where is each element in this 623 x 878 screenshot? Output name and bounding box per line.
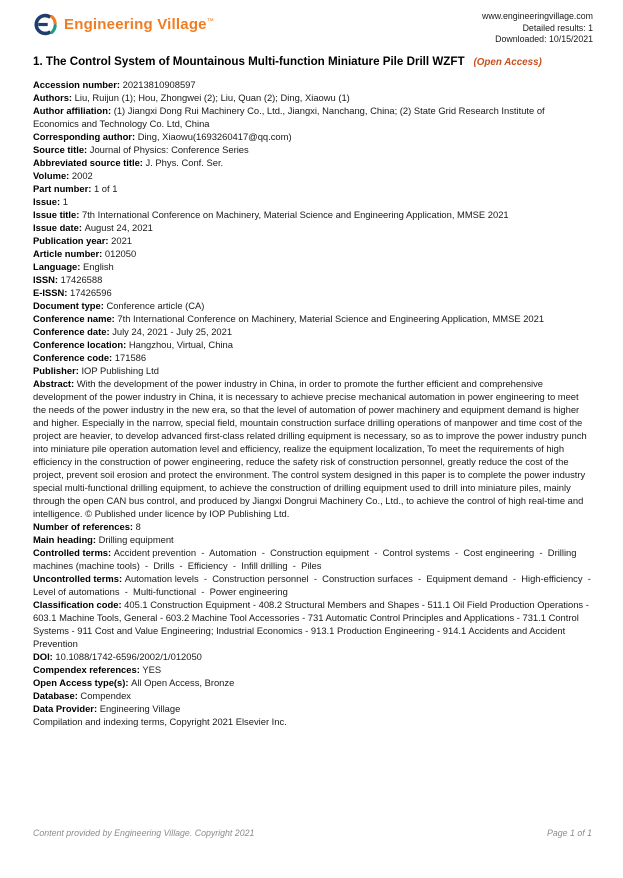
field-label: Database: — [33, 689, 81, 701]
field-label: Authors: — [33, 91, 75, 103]
compilation-note: Compilation and indexing terms, Copyright 2021 Elsevier Inc. — [33, 715, 287, 727]
field-row — [33, 689, 592, 702]
field-label: Source title: — [33, 143, 90, 155]
field-row — [33, 650, 592, 663]
footer-copyright: Content provided by Engineering Village. Copyright 2021 — [33, 828, 255, 838]
field-value: 405.1 Construction Equipment - 408.2 Structural Members and Shapes - 511.1 Oil Field Production Operations - 603.1 Machine Tools, General - 603.2 Machine Tool Accessories - 731 Automatic Control Principles and Applications - 731.1 Control Systems - 911 Cost and Value Engineering; Industrial Economics - 913.1 Production Engineering - 914.1 Accidents and Accident Prevention — [33, 598, 592, 649]
field-value: Journal of Physics: Conference Series — [89, 143, 249, 155]
field-value: 8 — [135, 520, 141, 532]
field-value: 012050 — [104, 247, 137, 259]
field-label: Issue: — [33, 195, 63, 207]
field-value: YES — [142, 663, 162, 675]
downloaded-date: Downloaded: 10/15/2021 — [495, 34, 593, 44]
field-label: Conference date: — [33, 325, 113, 337]
field-label: E-ISSN: — [33, 286, 70, 298]
field-row — [33, 663, 592, 676]
field-value: IOP Publishing Ltd — [81, 364, 159, 376]
field-label: Part number: — [33, 182, 94, 194]
field-row — [33, 91, 592, 104]
field-value: All Open Access, Bronze — [131, 676, 235, 688]
field-row — [33, 130, 592, 143]
field-label: Conference location: — [33, 338, 129, 350]
field-value: (1) Jiangxi Dong Rui Machinery Co., Ltd., Jiangxi, Nanchang, China; (2) State Grid Research Institute of Economics and Technology Co. Ltd, China — [33, 104, 548, 129]
field-label: Compendex references: — [33, 663, 143, 675]
field-label: Article number: — [33, 247, 105, 259]
field-row — [33, 156, 592, 169]
page-footer — [33, 828, 592, 838]
field-row — [33, 702, 592, 715]
field-value: 1 — [62, 195, 68, 207]
field-label: Controlled terms: — [33, 546, 114, 558]
field-value: Compendex — [80, 689, 131, 701]
field-row — [33, 260, 592, 273]
field-value: 17426596 — [69, 286, 112, 298]
record-content — [33, 54, 597, 728]
field-row — [33, 104, 592, 130]
field-row — [33, 182, 592, 195]
logo-wordmark: Engineering Village™ — [64, 16, 214, 33]
field-row — [33, 520, 592, 533]
field-label: ISSN: — [33, 273, 61, 285]
field-value: 17426588 — [60, 273, 103, 285]
field-row — [33, 234, 592, 247]
trademark-symbol: ™ — [206, 18, 214, 25]
field-label: Publication year: — [33, 234, 112, 246]
header-meta — [482, 11, 593, 46]
field-label: Data Provider: — [33, 702, 100, 714]
engineering-village-logo — [31, 11, 214, 38]
detailed-results-count: Detailed results: 1 — [522, 22, 593, 33]
field-row — [33, 312, 592, 325]
field-label: Classification code: — [33, 598, 125, 610]
field-value: Hangzhou, Virtual, China — [128, 338, 233, 350]
field-label: Open Access type(s): — [33, 676, 132, 688]
field-row — [33, 221, 592, 234]
field-value: Automation levels - Construction personnel - Construction surfaces - Equipment demand - High-efficiency - Level of automations - Multi-functional - Power engineering — [33, 572, 597, 597]
field-label: Abbreviated source title: — [33, 156, 146, 168]
field-label: Main heading: — [33, 533, 99, 545]
field-label: Uncontrolled terms: — [33, 572, 125, 584]
field-row — [33, 195, 592, 208]
field-row — [33, 351, 592, 364]
field-row — [33, 325, 592, 338]
field-value: 7th International Conference on Machinery, Material Science and Engineering Application, MMSE 2021 — [117, 312, 545, 324]
field-value: Liu, Ruijun (1); Hou, Zhongwei (2); Liu, Quan (2); Ding, Xiaowu (1) — [74, 91, 350, 103]
field-row — [33, 169, 592, 182]
field-value: 20213810908597 — [122, 78, 196, 90]
field-value: 2002 — [71, 169, 93, 181]
field-row — [33, 143, 592, 156]
field-row — [33, 247, 592, 260]
engineering-village-logo-icon — [31, 11, 58, 38]
field-label: Publisher: — [33, 364, 82, 376]
field-value: Ding, Xiaowu(1693260417@qq.com) — [137, 130, 292, 142]
field-row — [33, 286, 592, 299]
field-value: Engineering Village — [99, 702, 181, 714]
field-label: DOI: — [33, 650, 56, 662]
field-value: 1 of 1 — [93, 182, 118, 194]
field-row — [33, 273, 592, 286]
field-row — [33, 338, 592, 351]
field-row — [33, 377, 592, 520]
field-label: Author affiliation: — [33, 104, 114, 116]
record-title — [33, 54, 592, 71]
field-row — [33, 598, 592, 650]
field-value: August 24, 2021 — [84, 221, 153, 233]
record-title-text: 1. The Control System of Mountainous Multi-function Miniature Pile Drill WZFT — [33, 55, 465, 68]
field-value: With the development of the power industry in China, in order to promote the further efficient and comprehensive development of the power industry in China, it is necessary to achieve precise mechanical automation in power engineering to meet the needs of the power industry in the new era, so that the level of automation of power machinery and equipment demand is higher and higher. Especially in the narrow, special field, mountain construction surface drilling operations of manpower and time cost of the project are heavier, to develop advanced first-class related drilling equipment is necessary, so as to improve the power industry punch into miniature pile operation automation level and efficiency, realize the equipment localization, To meet the requirements of high efficiency in the construction of power engineering, reduce the safety risk of construction personnel, greatly reduce the cost of the project, prevent soil erosion and protect the environment. The control system designed in this paper is to complete the power industry special multi-functional drilling equipment, to achieve the construction of drilling equipment used to drill into miniature piles, mainly through the open CAN bus control, and produced by Jiangxi Dongrui Machinery Co., Ltd., to achieve the control of high real-time and intelligence. © Published under licence by IOP Publishing Ltd. — [33, 377, 590, 519]
field-row — [33, 533, 592, 546]
fields-list — [33, 78, 597, 715]
field-label: Accession number: — [33, 78, 123, 90]
field-value: Drilling equipment — [98, 533, 174, 545]
field-label: Corresponding author: — [33, 130, 138, 142]
site-url: www.engineeringvillage.com — [482, 11, 593, 21]
field-label: Issue title: — [33, 208, 82, 220]
field-label: Volume: — [33, 169, 72, 181]
open-access-badge: (Open Access) — [473, 57, 542, 68]
field-value: 7th International Conference on Machinery, Material Science and Engineering Application, MMSE 2021 — [81, 208, 509, 220]
field-value: Conference article (CA) — [106, 299, 205, 311]
field-label: Conference code: — [33, 351, 115, 363]
field-row — [33, 572, 597, 598]
field-value: J. Phys. Conf. Ser. — [145, 156, 224, 168]
field-value: 10.1088/1742-6596/2002/1/012050 — [55, 650, 202, 662]
field-value: 171586 — [114, 351, 147, 363]
field-row — [33, 676, 592, 689]
field-row — [33, 299, 592, 312]
field-row — [33, 546, 592, 572]
field-label: Language: — [33, 260, 84, 272]
field-label: Document type: — [33, 299, 107, 311]
field-value: English — [83, 260, 114, 272]
field-value: July 24, 2021 - July 25, 2021 — [112, 325, 233, 337]
footer-page-number: Page 1 of 1 — [547, 828, 592, 838]
field-label: Conference name: — [33, 312, 118, 324]
field-value: Accident prevention - Automation - Construction equipment - Control systems - Cost engineering - Drilling machines (machine tools) - Drills - Efficiency - Infill drilling - Piles — [33, 546, 580, 571]
field-row — [33, 364, 592, 377]
field-value: 2021 — [111, 234, 133, 246]
field-label: Issue date: — [33, 221, 85, 233]
field-row — [33, 78, 592, 91]
field-label: Abstract: — [33, 377, 77, 389]
field-row — [33, 208, 592, 221]
field-label: Number of references: — [33, 520, 136, 532]
